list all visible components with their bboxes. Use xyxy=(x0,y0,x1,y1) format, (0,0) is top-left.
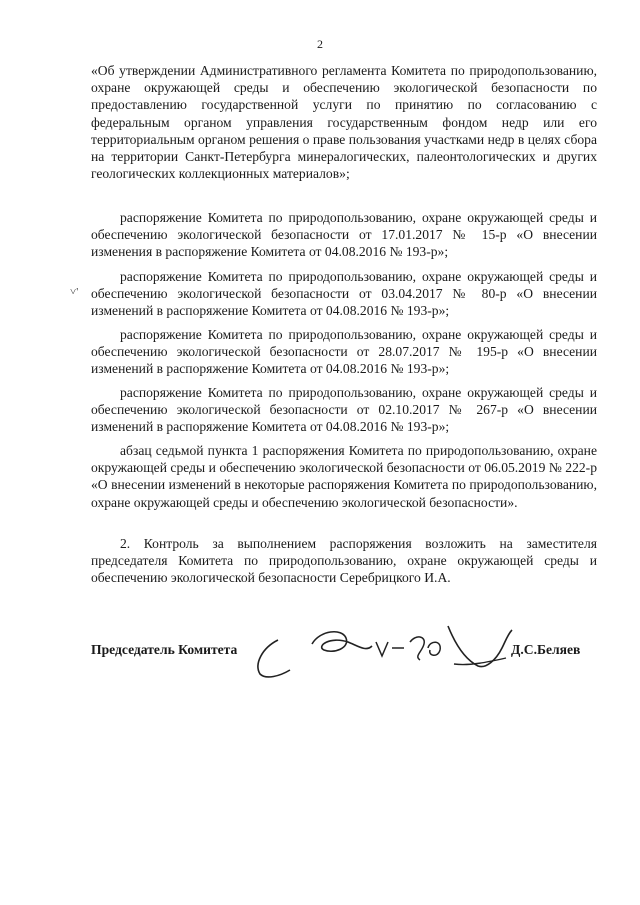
paragraph-regulation-title: «Об утверждении Административного регламента Комитета по природопользованию, охране окружающей среды и обеспечению экологической безопасности по предоставлению государственной услуги по принятию по согласованию с федеральным органом управления государственным фондом недр или его территориальным органом решения о праве пользования участками недр в целях сбора на территории Санкт-Петербурга минералогических, палеонтологических и других геологических коллекционных материалов»; xyxy=(91,63,597,182)
margin-mark: ˅' xyxy=(70,286,79,298)
paragraph-control-clause: 2. Контроль за выполнением распоряжения возложить на заместителя председателя Комитета по природопользованию, охране окружающей среды и обеспечению экологической безопасности Серебрицкого И.А. xyxy=(91,536,597,586)
paragraph-order-15r: распоряжение Комитета по природопользованию, охране окружающей среды и обеспечению экологической безопасности от 17.01.2017 № 15-р «О внесении изменения в распоряжение Комитета от 04.08.2016 № 193-р»; xyxy=(91,210,597,260)
paragraph-order-80r: распоряжение Комитета по природопользованию, охране окружающей среды и обеспечению экологической безопасности от 03.04.2017 № 80-р «О внесении изменений в распоряжение Комитета от 04.08.2016 № 193-р»; xyxy=(91,269,597,319)
page-number: 2 xyxy=(317,37,323,51)
paragraph-order-195r: распоряжение Комитета по природопользованию, охране окружающей среды и обеспечению экологической безопасности от 28.07.2017 № 195-р «О внесении изменений в распоряжение Комитета от 04.08.2016 № 193-р»; xyxy=(91,327,597,377)
signature-name: Д.С.Беляев xyxy=(511,642,581,657)
handwritten-signature xyxy=(250,612,520,687)
signature-title: Председатель Комитета xyxy=(91,642,238,657)
paragraph-order-222r: абзац седьмой пункта 1 распоряжения Комитета по природопользованию, охране окружающей среды и обеспечению экологической безопасности от 06.05.2019 № 222-р «О внесении изменений в некоторые распоряжения Комитета по природопользованию, охране окружающей среды и обеспечению экологической безопасности». xyxy=(91,443,597,510)
paragraph-order-267r: распоряжение Комитета по природопользованию, охране окружающей среды и обеспечению экологической безопасности от 02.10.2017 № 267-р «О внесении изменений в распоряжение Комитета от 04.08.2016 № 193-р»; xyxy=(91,385,597,435)
